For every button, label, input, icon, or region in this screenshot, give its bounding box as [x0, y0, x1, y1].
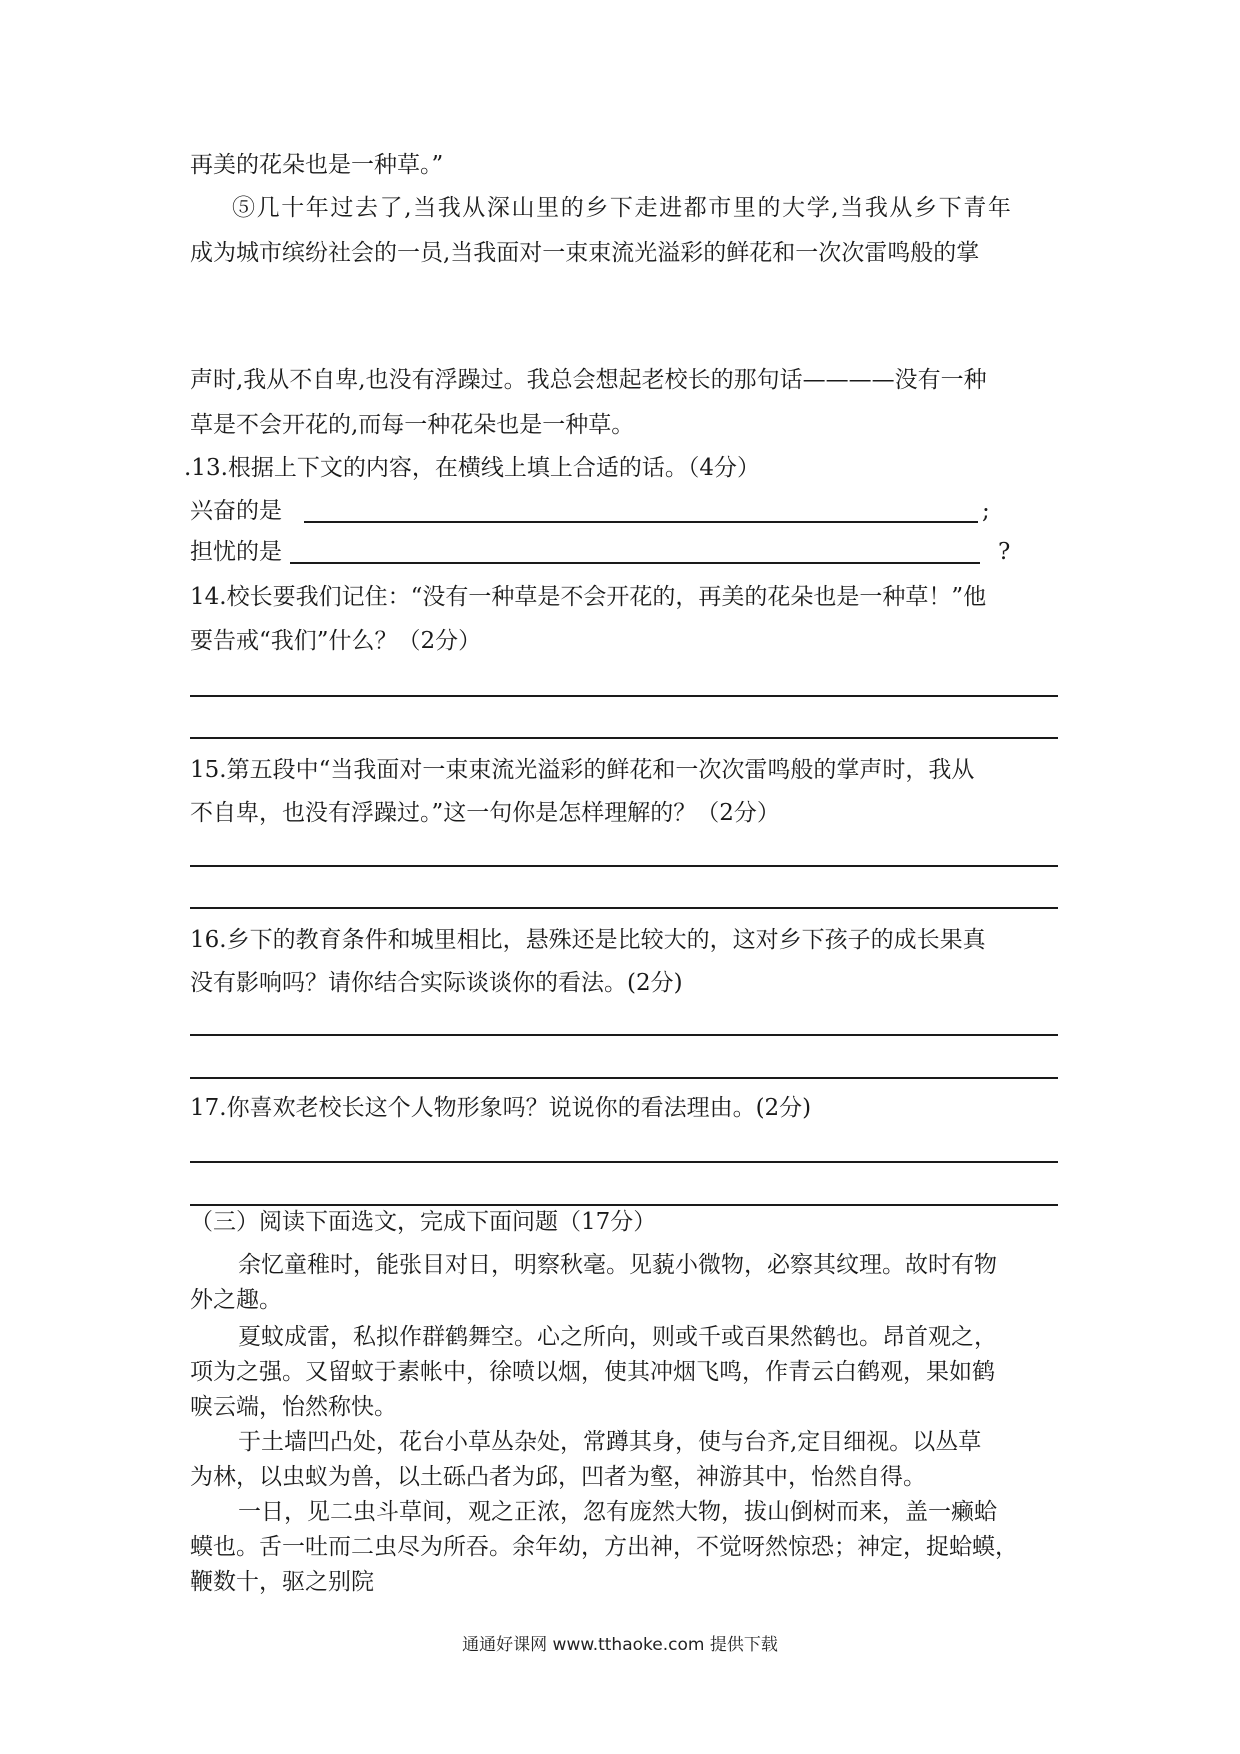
q13-blank2-end: ?	[998, 539, 1011, 565]
section3-text-line: 一日，见二虫斗草间，观之正浓，忽有庞然大物，拔山倒树而来，盖一癞蛤	[238, 1499, 997, 1525]
q16-answer-line-1[interactable]	[190, 1034, 1058, 1036]
q14-line1: 14.校长要我们记住：“没有一种草是不会开花的，再美的花朵也是一种草！”他	[190, 584, 987, 610]
q17-answer-line-1[interactable]	[190, 1161, 1058, 1163]
section3-text-line: 外之趣。	[190, 1287, 282, 1313]
section3-text-line: 项为之强。又留蚊于素帐中，徐喷以烟，使其冲烟飞鸣，作青云白鹤观，果如鹤	[190, 1359, 995, 1385]
q15-answer-line-2[interactable]	[190, 907, 1058, 909]
section3-text-line: 蟆也。舌一吐而二虫尽为所吞。余年幼，方出神，不觉呀然惊恐；神定，捉蛤蟆，	[190, 1534, 1018, 1560]
q17-line1: 17.你喜欢老校长这个人物形象吗？说说你的看法理由。(2分)	[190, 1095, 812, 1121]
q16-line2: 没有影响吗？请你结合实际谈谈你的看法。(2分)	[190, 970, 683, 996]
q13-blank1-line[interactable]	[304, 521, 978, 523]
q15-answer-line-1[interactable]	[190, 865, 1058, 867]
q15-line1: 15.第五段中“当我面对一束束流光溢彩的鲜花和一次次雷鸣般的掌声时，我从	[190, 757, 975, 783]
q15-line2: 不自卑，也没有浮躁过。”这一句你是怎样理解的？（2分）	[190, 800, 780, 826]
passage-p4-tail: 再美的花朵也是一种草。”	[190, 152, 444, 178]
section3-text-line: 唳云端，怡然称快。	[190, 1394, 397, 1420]
q14-answer-line-1[interactable]	[190, 695, 1058, 697]
q13-blank2-label: 担忧的是	[190, 539, 282, 565]
passage-p5-line3: 声时,我从不自卑,也没有浮躁过。我总会想起老校长的那句话————没有一种	[190, 367, 987, 393]
section3-heading: （三）阅读下面选文，完成下面问题（17分）	[190, 1209, 657, 1235]
page-footer: 通通好课网 www.tthaoke.com 提供下载	[462, 1635, 778, 1655]
passage-p5-line1: ⑤几十年过去了,当我从深山里的乡下走进都市里的大学,当我从乡下青年	[232, 195, 1013, 221]
q16-answer-line-2[interactable]	[190, 1077, 1058, 1079]
q13-blank1-label: 兴奋的是	[190, 498, 282, 524]
section3-text-line: 余忆童稚时，能张目对日，明察秋毫。见藐小微物，必察其纹理。故时有物	[238, 1252, 997, 1278]
passage-p5-line2: 成为城市缤纷社会的一员,当我面对一束束流光溢彩的鲜花和一次次雷鸣般的掌	[190, 240, 980, 266]
q17-answer-line-2[interactable]	[190, 1204, 1058, 1206]
q14-line2: 要告戒“我们”什么？（2分）	[190, 628, 482, 654]
q13-blank2-line[interactable]	[290, 562, 980, 564]
q14-answer-line-2[interactable]	[190, 737, 1058, 739]
section3-text-line: 于土墙凹凸处，花台小草丛杂处，常蹲其身，使与台齐,定目细视。以丛草	[238, 1429, 982, 1455]
q13-prompt: .13.根据上下文的内容，在横线上填上合适的话。（4分）	[184, 455, 761, 481]
section3-text-line: 为林，以虫蚁为兽，以土砾凸者为邱，凹者为壑，神游其中，怡然自得。	[190, 1464, 926, 1490]
section3-text-line: 夏蚊成雷，私拟作群鹤舞空。心之所向，则或千或百果然鹤也。昂首观之，	[238, 1324, 997, 1350]
section3-text-line: 鞭数十，驱之别院	[190, 1569, 374, 1595]
q13-blank1-end: ;	[982, 498, 990, 524]
passage-p5-line4: 草是不会开花的,而每一种花朵也是一种草。	[190, 412, 635, 438]
q16-line1: 16.乡下的教育条件和城里相比，悬殊还是比较大的，这对乡下孩子的成长果真	[190, 927, 986, 953]
